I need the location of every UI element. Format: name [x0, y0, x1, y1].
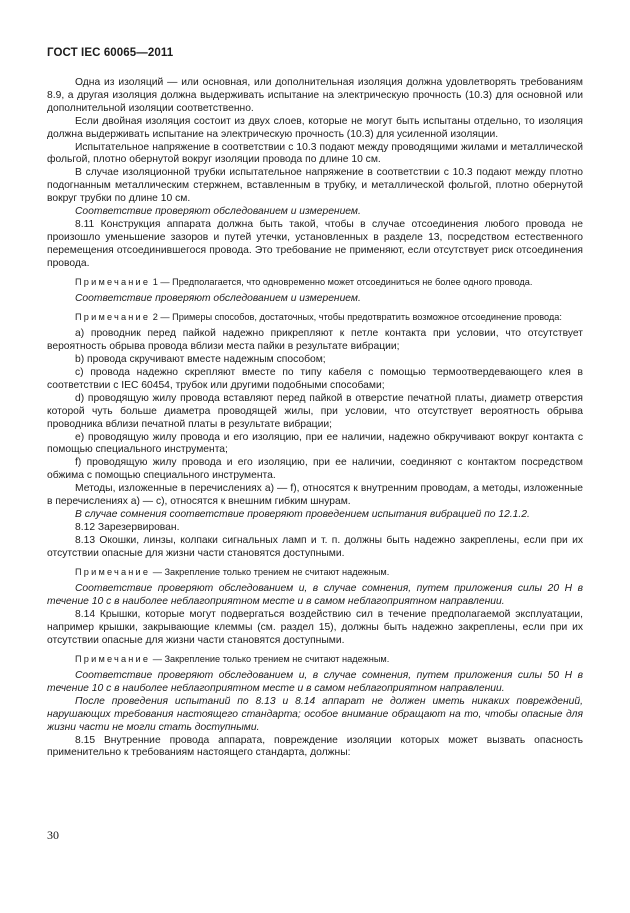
note-text: — Закрепление только трением не считают надежным. — [150, 653, 390, 664]
list-item-b: b) провода скручивают вместе надежным способом; — [75, 354, 326, 366]
list-item-e: e) проводящую жилу провода и его изоляцию, при ее наличии, надежно обкручивают вокруг контакта с помощью специального инструмента; — [47, 431, 583, 456]
note-friction-2 — [47, 653, 583, 665]
standard-header: ГОСТ IEC 60065—2011 — [47, 47, 174, 59]
paragraph-after-tests: После проведения испытаний по 8.13 и 8.14 аппарат не должен иметь никаких повреждений, нарушающих требования настоящего стандарта; особое внимание обращают на то, чтобы опасные для жизни части не могли стать доступными. — [47, 695, 583, 733]
clause-8-15: 8.15 Внутренние провода аппарата, повреждение изоляции которых может вызвать опасность применительно к требованиям настоящего стандарта, должны: — [47, 734, 583, 759]
document-body — [47, 77, 583, 760]
note-label: Примечание — [75, 311, 151, 322]
note-label: Примечание — [75, 566, 151, 577]
compliance-check-20n: Соответствие проверяют обследованием и, в случае сомнения, путем приложения силы 20 Н в течение 10 с в наиболее неблагоприятном месте и в самом неблагоприятном направлении. — [47, 583, 583, 607]
list-item-a: a) проводник перед пайкой надежно прикрепляют к петле контакта при условии, что отсутствует вероятность обрыва провода вблизи места пайки в результате вибрации; — [47, 328, 583, 353]
paragraph-test-voltage-foil: Испытательное напряжение в соответствии с 10.3 подают между проводящими жилами и металлической фольгой, плотно обернутой вокруг изоляции провода по длине 10 см. — [47, 141, 583, 166]
compliance-check-50n: Соответствие проверяют обследованием и, в случае сомнения, путем приложения силы 50 Н в течение 10 с в наиболее неблагоприятном месте и в самом неблагоприятном направлении. — [47, 669, 583, 694]
note-label: Примечание — [75, 276, 151, 287]
compliance-check: Соответствие проверяют обследованием и измерением. — [75, 206, 361, 218]
clause-8-13: 8.13 Окошки, линзы, колпаки сигнальных ламп и т. п. должны быть надежно закреплены, если при их отсутствии опасные для жизни части становятся доступными. — [47, 534, 583, 559]
note-1 — [47, 276, 583, 288]
paragraph-methods: Методы, изложенные в перечислениях a) — f), относятся к внутренним проводам, а методы, изложенные в перечислениях a) — c), относятся к внешним гибким шнурам. — [47, 483, 583, 508]
compliance-check: Соответствие проверяют обследованием и измерением. — [75, 293, 361, 304]
list-item-f: f) проводящую жилу провода и его изоляцию, при ее наличии, соединяют с контактом посредством обжима с помощью специального инструмента. — [47, 457, 583, 482]
note-text: — Закрепление только трением не считают надежным. — [150, 566, 390, 577]
note-friction-1 — [47, 566, 583, 578]
clause-8-14: 8.14 Крышки, которые могут подвергаться воздействию сил в течение предполагаемой эксплуатации, например крышки, закрывающие клеммы (см. раздел 15), должны быть надежно закреплены, если при их отсутствии опасные для жизни части становятся доступными. — [47, 608, 583, 646]
paragraph-two-layer-insulation: Если двойная изоляция состоит из двух слоев, которые не могут быть испытаны отдельно, то изоляция должна выдерживать испытание на электрическую прочность (10.3) для усиленной изоляции. — [47, 115, 583, 140]
paragraph-double-insulation-requirement: Одна из изоляций — или основная, или дополнительная изоляция должна удовлетворять требованиям 8.9, а другая изоляция должна выдерживать испытание на электрическую прочность (10.3) для основной или дополнительной изоляции соответственно. — [47, 77, 583, 114]
note-text: 1 — Предполагается, что одновременно может отсоединиться не более одного провода. — [150, 276, 533, 287]
list-item-d: d) проводящую жилу провода вставляют перед пайкой в отверстие печатной платы, диаметр отверстия которой чуть больше диаметра проводящей жилы, при условии, что отсутствует вероятность обрыва проводника вблизи печатной платы в результате вибрации; — [47, 392, 583, 430]
clause-8-12: 8.12 Зарезервирован. — [75, 521, 180, 533]
list-item-c: c) провода надежно скрепляют вместе по типу кабеля с помощью термоотвердевающего клея в соответствии с IEC 60454, трубок или другими подобными способами; — [47, 367, 583, 391]
note-text: 2 — Примеры способов, достаточных, чтобы предотвратить возможное отсоединение провода: — [150, 311, 562, 322]
note-label: Примечание — [75, 653, 151, 664]
compliance-check-vibration: В случае сомнения соответствие проверяют проведением испытания вибрацией по 12.1.2. — [75, 509, 530, 520]
note-2 — [47, 311, 583, 323]
page-number: 30 — [47, 828, 59, 842]
clause-8-11: 8.11 Конструкция аппарата должна быть такой, чтобы в случае отсоединения любого провода не произошло уменьшение зазоров и путей утечки, установленных в разделе 13, посредством естественного перемещения отсоединившегося провода. Это требование не применяют, если отсутствует риск отсоединения провода. — [47, 218, 583, 269]
paragraph-insulating-tube: В случае изоляционной трубки испытательное напряжение в соответствии с 10.3 подают между плотно подогнанным металлическим стержнем, вставленным в трубку, и металлической фольгой, плотно обернутой вокруг трубки по длине 10 см. — [47, 167, 583, 205]
